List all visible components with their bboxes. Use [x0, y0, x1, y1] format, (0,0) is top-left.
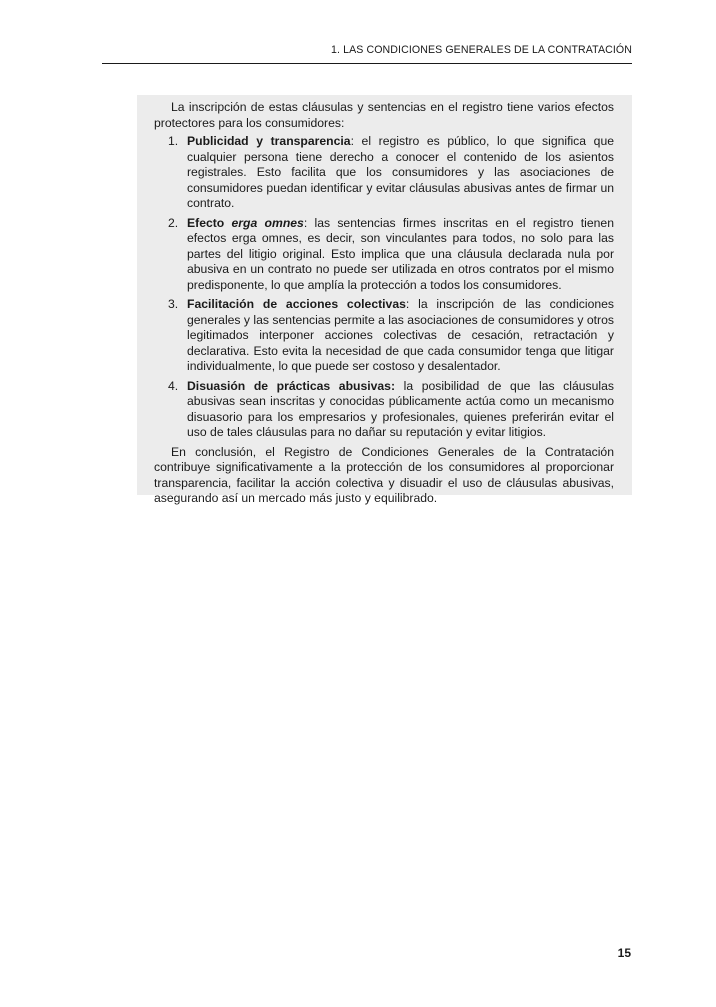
list-item-text: : las sentencias firmes inscritas en el registro tienen efectos erga omnes, es decir, son vinculantes para todos, no solo para las partes del litigio original. Esto implica que una cláusula declarada nula por abusiva en un contrato no puede ser utilizada en otros contratos por el mismo predisponente, lo que amplía la protección a todos los consumidores.: [187, 215, 614, 292]
effects-list: [154, 134, 614, 441]
list-item: [154, 297, 614, 375]
list-item-text: : el registro es público, lo que significa que cualquier persona tiene derecho a conocer el contenido de los asientos registrales. Esto facilita que los consumidores y las asociaciones de consumidores puedan identificar y evitar cláusulas abusivas antes de firmar un contrato.: [187, 134, 615, 210]
list-item-number: 2.: [168, 215, 179, 230]
highlighted-text-box: [137, 95, 632, 505]
list-item-text: la posibilidad de que las cláusulas abusivas sean inscritas y conocidas públicamente actúa como un mecanismo disuasorio para los empresarios y profesionales, quienes preferirán evitar el uso de tales cláusulas para no dañar su reputación y evitar litigios.: [187, 378, 614, 439]
list-item-title: Facilitación de acciones colectivas: [187, 297, 406, 311]
list-item-title: Disuasión de prácticas abusivas:: [187, 378, 396, 393]
list-item-number: 4.: [168, 378, 179, 393]
list-item: [154, 379, 614, 441]
list-item: [154, 216, 614, 294]
list-item-title: Efecto erga omnes: [187, 215, 304, 230]
list-item-number: 3.: [168, 297, 179, 311]
list-item-text: : la inscripción de las condiciones generales y las sentencias permite a las asociaciones de consumidores y otros legitimados interponer acciones colectivas de cesación, retractación y declarativa. Esto evita la necesidad de que cada consumidor tenga que litigar individualmente, lo que puede ser costoso y desalentador.: [187, 297, 614, 373]
list-item: [154, 134, 614, 212]
page-number: 15: [617, 946, 631, 960]
conclusion-paragraph: En conclusión, el Registro de Condiciones Generales de la Contratación contribuye significativamente a la protección de los consumidores al proporcionar transparencia, facilitar la acción colectiva y disuadir el uso de cláusulas abusivas, asegurando así un mercado más justo y equilibrado.: [154, 444, 614, 505]
running-header: 1. LAS CONDICIONES GENERALES DE LA CONTRATACIÓN: [331, 44, 632, 56]
list-item-title: Publicidad y transparencia: [187, 134, 351, 148]
intro-paragraph: La inscripción de estas cláusulas y sentencias en el registro tiene varios efectos protectores para los consumidores:: [154, 100, 614, 130]
list-item-number: 1.: [168, 134, 179, 148]
list-item-title-italic: erga omnes: [231, 215, 304, 230]
header-rule: [102, 63, 632, 64]
